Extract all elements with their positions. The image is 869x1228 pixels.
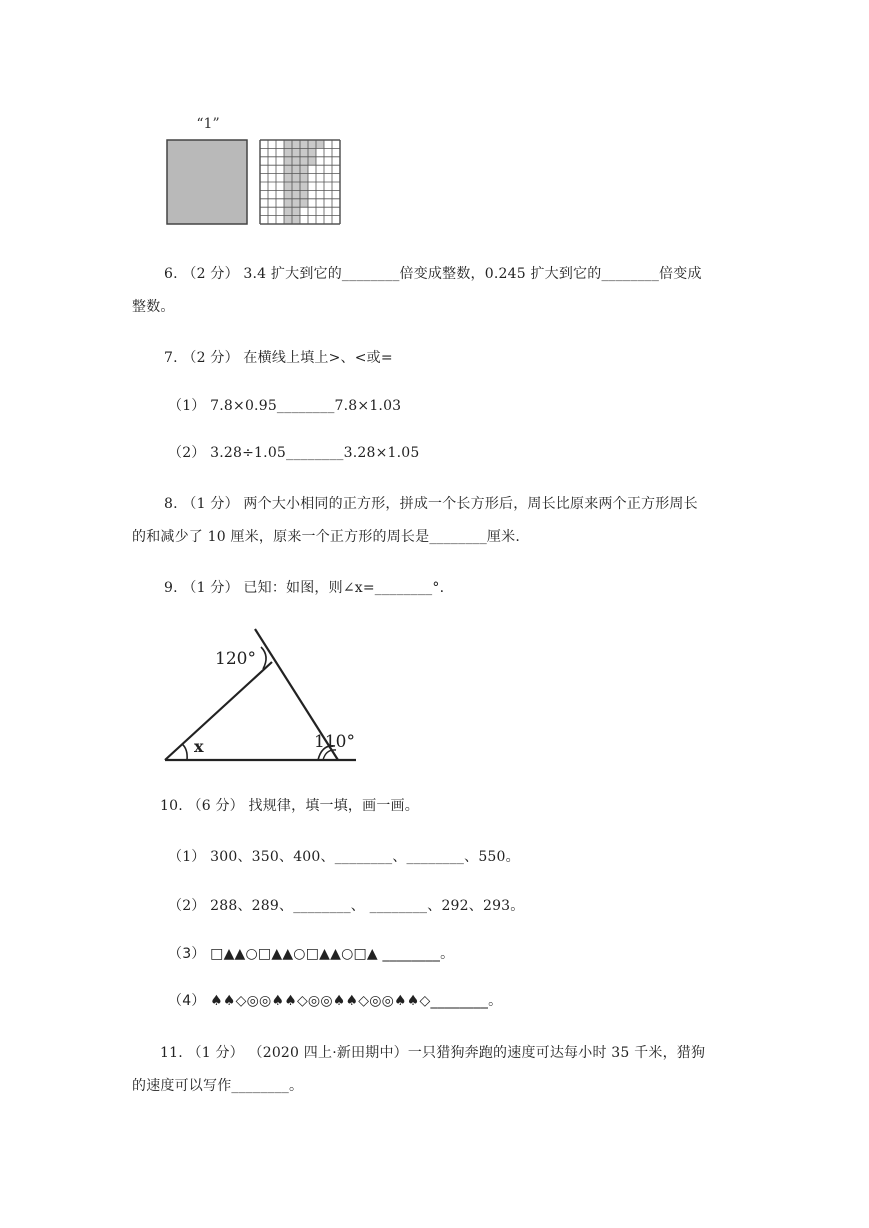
- unit-square-svg: [160, 112, 350, 230]
- grid-shaded-cell: [300, 199, 308, 207]
- q7-sub1: （1） 7.8×0.95________7.8×1.03: [168, 398, 402, 414]
- grid-shaded-cell: [292, 174, 300, 182]
- grid-shaded-cell: [284, 199, 292, 207]
- grid-shaded-cell: [284, 140, 292, 148]
- grid-shaded-cell: [284, 216, 292, 224]
- grid-shaded-cell: [308, 140, 316, 148]
- unit-square-label: “1”: [196, 116, 220, 132]
- grid-shaded-cell: [292, 148, 300, 156]
- grid-shaded-cell: [300, 165, 308, 173]
- q7-stem: 7. （2 分） 在横线上填上>、<或=: [164, 350, 393, 366]
- q9-stem: 9. （1 分） 已知：如图，则∠x=________°.: [164, 580, 445, 596]
- unit-square-shaded: [167, 140, 247, 224]
- q11-line1: 11. （1 分） （2020 四上·新田期中）一只猎狗奔跑的速度可达每小时 35 千米，猎狗: [160, 1045, 706, 1061]
- grid-shaded-cell: [292, 216, 300, 224]
- unit-square-figure: [160, 112, 350, 230]
- q10-stem: 10. （6 分） 找规律，填一填，画一画。: [160, 798, 419, 814]
- grid-shaded-cell: [284, 182, 292, 190]
- grid-shaded-cell: [292, 182, 300, 190]
- grid-shaded-cell: [284, 165, 292, 173]
- grid-shaded-cell: [316, 140, 324, 148]
- angle-label-110: 110°: [314, 732, 355, 752]
- grid-shaded-cell: [300, 140, 308, 148]
- grid-shaded-cell: [292, 190, 300, 198]
- grid-shaded-cell: [300, 148, 308, 156]
- grid-shaded-cell: [300, 190, 308, 198]
- hundred-grid: [260, 140, 340, 224]
- q7-sub2: （2） 3.28÷1.05________3.28×1.05: [168, 445, 420, 461]
- grid-shaded-cell: [300, 157, 308, 165]
- q10-sub2: （2） 288、289、________、 ________、292、293。: [168, 898, 525, 914]
- grid-shaded-cell: [308, 148, 316, 156]
- q8-line1: 8. （1 分） 两个大小相同的正方形，拼成一个长方形后，周长比原来两个正方形周长: [164, 496, 698, 512]
- angle-arc-x: [182, 744, 187, 760]
- q10-sub1: （1） 300、350、400、________、________、550。: [168, 849, 520, 865]
- q11-line2: 的速度可以写作________。: [132, 1078, 304, 1094]
- grid-shaded-cell: [308, 157, 316, 165]
- grid-shaded-cell: [292, 140, 300, 148]
- angle-label-x: x: [194, 737, 204, 756]
- grid-shaded-cell: [284, 190, 292, 198]
- grid-shaded-cell: [284, 148, 292, 156]
- grid-shaded-cell: [300, 182, 308, 190]
- left-side: [165, 662, 272, 760]
- q6-line1: 6. （2 分） 3.4 扩大到它的________倍变成整数，0.245 扩大到它的________倍变成: [164, 266, 702, 282]
- grid-shaded-cell: [292, 165, 300, 173]
- grid-shaded-cell: [292, 199, 300, 207]
- grid-shaded-cell: [284, 157, 292, 165]
- grid-shaded-cell: [300, 174, 308, 182]
- q6-line2: 整数。: [132, 299, 175, 315]
- triangle-svg: [160, 622, 370, 772]
- q10-sub3: （3） □▲▲○□▲▲○□▲▲○□▲ ________。: [168, 946, 455, 962]
- triangle-figure: [160, 622, 370, 772]
- angle-label-120: 120°: [215, 649, 256, 669]
- grid-shaded-cell: [284, 174, 292, 182]
- grid-shaded-cell: [292, 207, 300, 215]
- angle-arc-top: [261, 647, 266, 669]
- grid-shaded-cell: [284, 207, 292, 215]
- q10-sub4: （4） ♠♠◇◎◎♠♠◇◎◎♠♠◇◎◎♠♠◇________。: [168, 993, 503, 1009]
- grid-shaded-cell: [292, 157, 300, 165]
- q8-line2: 的和减少了 10 厘米，原来一个正方形的周长是________厘米.: [132, 529, 520, 545]
